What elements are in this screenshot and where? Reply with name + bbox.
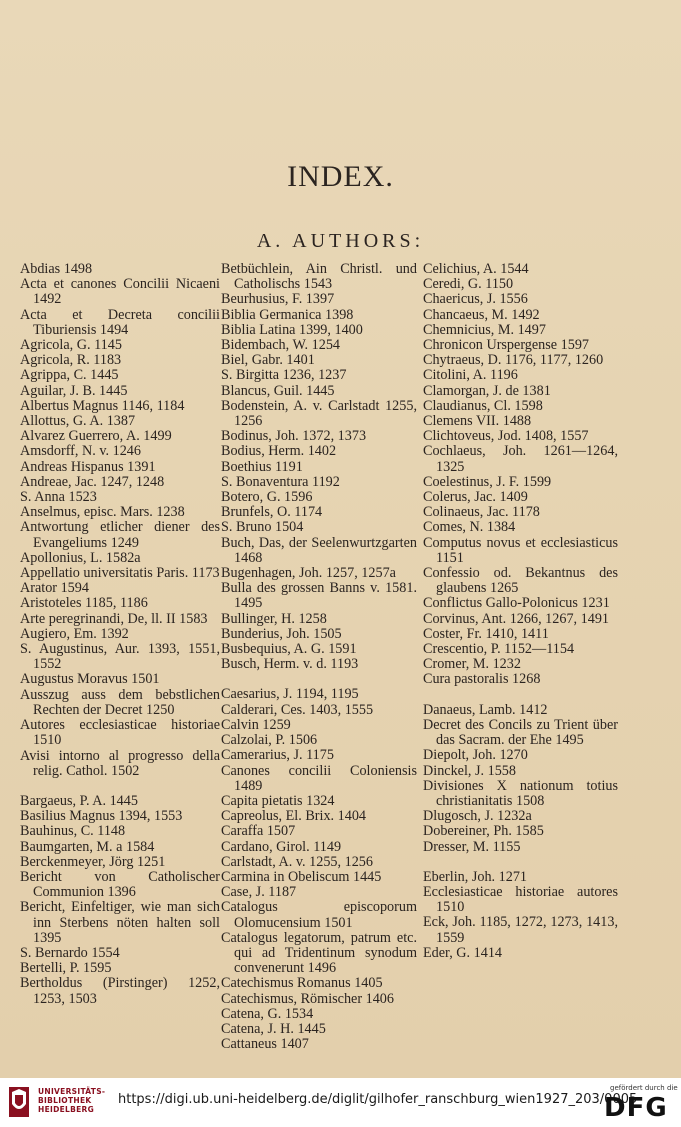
index-entry: Catena, G. 1534 (221, 1005, 314, 1022)
index-entry: Danaeus, Lamb. 1412 (423, 701, 548, 718)
index-entry: S. Augustinus, Aur. 1393, 1551, 1552 (20, 641, 220, 673)
index-entry: Clichtoveus, Jod. 1408, 1557 (423, 428, 589, 445)
index-entry: Busch, Herm. v. d. 1193 (221, 656, 359, 673)
index-entry: Avisi intorno al progresso della relig. Cathol. 1502 (20, 747, 220, 779)
index-entry: Beurhusius, F. 1397 (221, 291, 335, 308)
index-entry: Computus novus et ecclesiasticus 1151 (423, 534, 618, 566)
index-entry: Ausszug auss dem bebstlichen Rechten der Decret 1250 (20, 686, 220, 718)
index-entry: S. Birgitta 1236, 1237 (221, 367, 347, 384)
index-entry: Camerarius, J. 1175 (221, 747, 334, 764)
index-entry: Bugenhagen, Joh. 1257, 1257a (221, 565, 396, 582)
index-entry: Betbüchlein, Ain Christl. und Catholischs 1543 (221, 261, 417, 293)
index-entry: Baumgarten, M. a 1584 (20, 838, 155, 855)
index-entry: Acta et Decreta concilii Tiburiensis 1494 (20, 306, 220, 338)
index-entry: Apollonius, L. 1582a (20, 549, 141, 566)
index-entry: S. Bruno 1504 (221, 519, 304, 536)
index-entry: Carmina in Obeliscum 1445 (221, 868, 382, 885)
index-entry: Allottus, G. A. 1387 (20, 413, 136, 430)
index-entry: Antwortung etlicher diener des Evangeliums 1249 (20, 519, 220, 551)
index-entry: Bunderius, Joh. 1505 (221, 625, 342, 642)
index-entry: Caraffa 1507 (221, 823, 296, 840)
index-entry: Bodenstein, A. v. Carlstadt 1255, 1256 (221, 397, 417, 430)
index-entry: Augustus Moravus 1501 (20, 671, 160, 688)
index-entry: Autores ecclesiasticae historiae 1510 (20, 717, 220, 749)
index-entry: Bodius, Herm. 1402 (221, 443, 337, 460)
index-entry: Confessio od. Bekantnus des glaubens 1265 (423, 565, 618, 597)
index-entry: Bulla des grossen Banns v. 1581. 1495 (221, 580, 417, 612)
index-entry: Andreas Hispanus 1391 (20, 458, 156, 475)
index-entry: Clamorgan, J. de 1381 (423, 382, 551, 399)
index-entry: Chancaeus, M. 1492 (423, 306, 540, 323)
page-title: INDEX. (287, 160, 394, 193)
index-entry: Anselmus, episc. Mars. 1238 (20, 504, 185, 521)
index-entry: Catechismus, Römischer 1406 (221, 990, 394, 1007)
index-entry: Canones concilii Coloniensis 1489 (221, 762, 417, 794)
index-entry: Cardano, Girol. 1149 (221, 838, 342, 855)
index-entry: Botero, G. 1596 (221, 489, 313, 506)
index-entry: S. Bonaventura 1192 (221, 473, 340, 490)
index-entry: Carlstadt, A. v. 1255, 1256 (221, 853, 373, 870)
index-entry: Cromer, M. 1232 (423, 656, 521, 673)
index-entry: Dlugosch, J. 1232a (423, 808, 532, 825)
index-entry: S. Anna 1523 (20, 489, 97, 506)
index-entry: Boethius 1191 (221, 458, 303, 475)
index-entry: Appellatio universitatis Paris. 1173 (20, 565, 220, 582)
index-entry: Cattaneus 1407 (221, 1036, 309, 1053)
index-entry: Dobereiner, Ph. 1585 (423, 823, 544, 840)
section-heading: A. AUTHORS: (256, 230, 425, 252)
index-entry: Berckenmeyer, Jörg 1251 (20, 853, 166, 870)
index-entry: Aguilar, J. B. 1445 (20, 382, 128, 399)
index-entry: Clemens VII. 1488 (423, 413, 532, 430)
index-column-1 (20, 262, 220, 1007)
index-entry: Bargaeus, P. A. 1445 (20, 792, 138, 809)
index-entry: Biblia Germanica 1398 (221, 306, 354, 323)
index-entry: Ecclesiasticae historiae autores 1510 (423, 883, 618, 916)
index-entry: Bullinger, H. 1258 (221, 610, 327, 627)
index-entry: Capreolus, El. Brix. 1404 (221, 808, 367, 825)
index-entry: Chytraeus, D. 1176, 1177, 1260 (423, 352, 604, 369)
index-entry: Eberlin, Joh. 1271 (423, 868, 528, 885)
index-entry: Bodinus, Joh. 1372, 1373 (221, 428, 367, 445)
index-entry: Biblia Latina 1399, 1400 (221, 321, 363, 338)
index-entry: Dinckel, J. 1558 (423, 762, 516, 779)
index-entry: Blancus, Guil. 1445 (221, 382, 335, 399)
index-entry: Coelestinus, J. F. 1599 (423, 473, 552, 490)
index-entry: Crescentio, P. 1152—1154 (423, 641, 575, 658)
library-name (38, 1087, 105, 1114)
index-entry: Divisiones X nationum totius christianitatis 1508 (423, 777, 618, 809)
index-entry: Celichius, A. 1544 (423, 261, 529, 277)
index-entry: Arte peregrinandi, De, ll. II 1583 (20, 610, 208, 627)
index-entry: Agricola, G. 1145 (20, 337, 122, 354)
index-entry: Albertus Magnus 1146, 1184 (20, 397, 185, 414)
index-entry: Diepolt, Joh. 1270 (423, 747, 528, 764)
index-entry: Colerus, Jac. 1409 (423, 489, 528, 506)
index-entry: Brunfels, O. 1174 (221, 504, 323, 521)
university-seal-icon (8, 1086, 30, 1118)
permalink-url[interactable]: https://digi.ub.uni-heidelberg.de/diglit/gilhofer_ranschburg_wien1927_203/0005 (118, 1092, 638, 1107)
index-entry: Chronicon Urspergense 1597 (423, 337, 590, 354)
index-entry: Catalogus legatorum, patrum etc. qui ad Tridentinum synodum convenerunt 1496 (221, 929, 417, 977)
index-entry: Eck, Joh. 1185, 1272, 1273, 1413, 1559 (423, 914, 618, 946)
letter-gap (20, 779, 220, 794)
index-entry: Bertelli, P. 1595 (20, 960, 112, 977)
index-entry: Catena, J. H. 1445 (221, 1020, 326, 1037)
index-entry: Buch, Das, der Seelenwurtzgarten 1468 (221, 534, 417, 566)
index-entry: Eder, G. 1414 (423, 944, 503, 961)
index-entry: Bericht von Catholischer Communion 1396 (20, 868, 220, 901)
funding-note: gefördert durch die (610, 1084, 678, 1092)
index-entry: Coster, Fr. 1410, 1411 (423, 625, 549, 642)
index-entry: Capita pietatis 1324 (221, 792, 335, 809)
index-entry: Bericht, Einfeltiger, wie man sich inn Sterbens nöten halten soll 1395 (20, 899, 220, 946)
index-entry: Abdias 1498 (20, 261, 93, 277)
index-entry: Comes, N. 1384 (423, 519, 516, 536)
letter-gap (423, 688, 618, 703)
index-entry: Caesarius, J. 1194, 1195 (221, 686, 359, 703)
index-entry: Cura pastoralis 1268 (423, 671, 541, 688)
index-entry: Catechismus Romanus 1405 (221, 975, 383, 992)
index-entry: Decret des Concils zu Trient über das Sacram. der Ehe 1495 (423, 716, 618, 749)
letter-gap (423, 855, 618, 870)
index-column-3 (423, 262, 618, 961)
index-column-2 (221, 262, 417, 1052)
index-entry: Catalogus episcoporum Olomucensium 1501 (221, 899, 417, 931)
index-entry: Case, J. 1187 (221, 884, 297, 901)
index-entry: Calvin 1259 (221, 716, 291, 733)
letter-gap (221, 672, 417, 687)
index-entry: Alvarez Guerrero, A. 1499 (20, 428, 172, 445)
index-entry: Andreae, Jac. 1247, 1248 (20, 473, 165, 490)
index-entry: Calzolai, P. 1506 (221, 732, 318, 749)
index-entry: Augiero, Em. 1392 (20, 625, 129, 642)
index-entry: Agrippa, C. 1445 (20, 367, 119, 384)
index-entry: Conflictus Gallo-Polonicus 1231 (423, 595, 610, 612)
index-entry: Biel, Gabr. 1401 (221, 352, 315, 369)
dfg-logo: DFG (604, 1093, 668, 1123)
index-entry: Acta et canones Concilii Nicaeni 1492 (20, 276, 220, 308)
index-entry: Agricola, R. 1183 (20, 352, 122, 369)
viewer-footer (0, 1078, 681, 1127)
index-entry: Amsdorff, N. v. 1246 (20, 443, 141, 460)
index-entry: Bauhinus, C. 1148 (20, 823, 126, 840)
index-entry: Dresser, M. 1155 (423, 838, 521, 855)
index-entry: Claudianus, Cl. 1598 (423, 397, 543, 414)
index-entry: Bidembach, W. 1254 (221, 337, 341, 354)
index-entry: Citolini, A. 1196 (423, 367, 518, 384)
index-entry: Calderari, Ces. 1403, 1555 (221, 701, 374, 718)
library-name-text: UNIVERSITÄTS- BIBLIOTHEK HEIDELBERG (38, 1087, 106, 1114)
index-entry: S. Bernardo 1554 (20, 944, 120, 961)
index-entry: Arator 1594 (20, 580, 89, 597)
index-entry: Cochlaeus, Joh. 1261—1264, 1325 (423, 443, 618, 475)
index-entry: Aristoteles 1185, 1186 (20, 595, 148, 612)
index-entry: Corvinus, Ant. 1266, 1267, 1491 (423, 610, 610, 627)
index-entry: Basilius Magnus 1394, 1553 (20, 808, 183, 825)
index-entry: Chemnicius, M. 1497 (423, 321, 546, 338)
index-entry: Busbequius, A. G. 1591 (221, 641, 357, 658)
index-entry: Bertholdus (Pirstinger) 1252, 1253, 1503 (20, 975, 220, 1007)
index-entry: Colinaeus, Jac. 1178 (423, 504, 540, 521)
index-entry: Ceredi, G. 1150 (423, 276, 514, 293)
index-entry: Chaericus, J. 1556 (423, 291, 528, 308)
